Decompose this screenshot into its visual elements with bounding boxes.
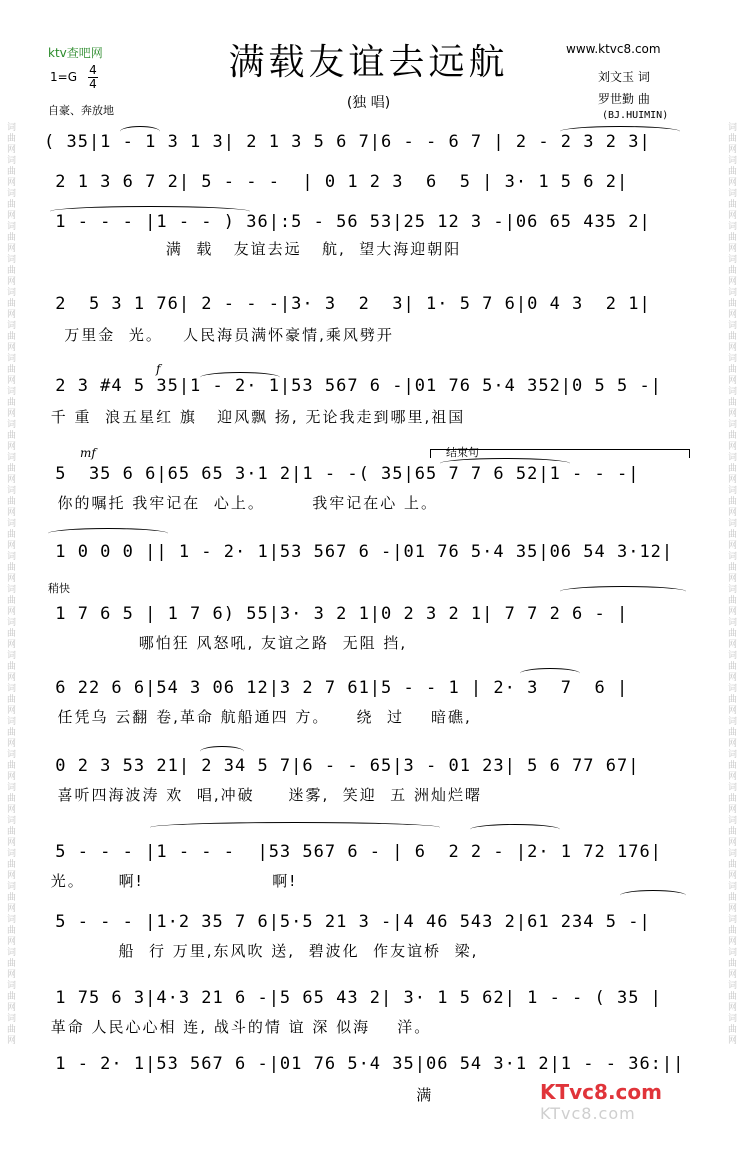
slur [48,528,168,539]
notation-line: ( 35|1 - 1 3 1 3| 2 1 3 5 6 7|6 - - 6 7 | 2 - 2 3 2 3| [44,132,651,152]
lyricist-credit: 刘文玉 词 [598,70,650,84]
notation-line: 5 - - - |1 - - - |53 567 6 - | 6 2 2 - |2· 1 72 176| [44,842,662,862]
lyrics-line: 任凭乌 云翻 卷,革命 航船通四 方。 绕 过 暗礁, [44,708,472,726]
lyrics-line: 革命 人民心心相 连, 战斗的情 谊 深 似海 洋。 [44,1018,432,1036]
lyrics-line: 你的嘱托 我牢记在 心上。 我牢记在心 上。 [44,494,438,512]
slur [560,126,680,137]
notation-line: 1 7 6 5 | 1 7 6) 55|3· 3 2 1|0 2 3 2 1| 7 7 2 6 - | [44,604,629,624]
composer-credit: 罗世勤 曲 [598,92,650,106]
ending-label: 结束句 [446,446,479,459]
edge-watermark-left: 词曲网词曲网词曲网词曲网词曲网词曲网词曲网词曲网词曲网词曲网词曲网词曲网词曲网词曲网词曲网词曲网词曲网词曲网词曲网词曲网词曲网词曲网词曲网词曲网词曲网词曲网词曲网词曲网 [5,122,15,1046]
slur [470,824,560,835]
forte-mark: f [156,362,161,376]
lyrics-line: 哪怕狂 风怒吼, 友谊之路 无阻 挡, [44,634,408,652]
lyrics-line: 船 行 万里,东风吹 送, 碧波化 作友谊桥 梁, [44,942,479,960]
lyrics-line: 光。 啊! 啊! [44,872,298,890]
notation-line: 2 1 3 6 7 2| 5 - - - | 0 1 2 3 6 5 | 3· 1 5 6 2| [44,172,629,192]
slur [50,206,250,217]
notation-line: 1 - 2· 1|53 567 6 -|01 76 5·4 35|06 54 3·1 2|1 - - 36:|| [44,1054,685,1074]
mezzo-forte-mark: mf [80,446,96,460]
notation-line: 1 - - - |1 - - ) 36|:5 - 56 53|25 12 3 -|06 65 435 2| [44,212,651,232]
notation-line: 0 2 3 53 21| 2 34 5 7|6 - - 65|3 - 01 23| 5 6 77 67| [44,756,640,776]
key-signature: 1=G [50,70,77,84]
notation-line: 6 22 6 6|54 3 06 12|3 2 7 61|5 - - 1 | 2· 3 7 6 | [44,678,629,698]
tempo-mark: 稍快 [48,582,70,595]
site-watermark: KTvc8.com [540,1080,662,1104]
site-logo-text: ktv查吧网 [48,46,103,60]
song-title: 满载友谊去远航 [228,42,509,83]
site-watermark-shadow: KTvc8.com [540,1104,636,1123]
notation-line: 5 35 6 6|65 65 3·1 2|1 - -( 35|65 7 7 6 52|1 - - -| [44,464,640,484]
notation-line: 5 - - - |1·2 35 7 6|5·5 21 3 -|4 46 543 2|61 234 5 -| [44,912,651,932]
meter-top: 4 [89,63,97,77]
song-subtitle: (独 唱) [346,95,391,111]
lyrics-line: 万里金 光。 人民海员满怀豪情,乘风劈开 [44,326,394,344]
slur [200,746,244,757]
slur [620,890,686,901]
slur [560,586,686,597]
lyrics-line: 喜听四海波涛 欢 唱,冲破 迷雾, 笑迎 五 洲灿烂曙 [44,786,483,804]
notation-line: 1 0 0 0 || 1 - 2· 1|53 567 6 -|01 76 5·4 35|06 54 3·12| [44,542,674,562]
slur [150,822,440,833]
lyrics-line: 千 重 浪五星红 旗 迎风飘 扬, 无论我走到哪里,祖国 [44,408,466,426]
transcriber-code: (BJ.HUIMIN) [602,110,669,121]
slur [520,668,580,679]
meter-bottom: 4 [89,77,97,91]
slur [200,372,280,383]
site-url: www.ktvc8.com [566,42,661,56]
expression-mark: 自豪、奔放地 [48,104,114,117]
edge-watermark-right: 词曲网词曲网词曲网词曲网词曲网词曲网词曲网词曲网词曲网词曲网词曲网词曲网词曲网词曲网词曲网词曲网词曲网词曲网词曲网词曲网词曲网词曲网词曲网词曲网词曲网词曲网词曲网词曲网 [726,122,736,1046]
slur [120,126,160,137]
lyrics-line: 满 载 友谊去远 航, 望大海迎朝阳 [44,240,462,258]
notation-line: 2 3 #4 5 35|1 - 2· 1|53 567 6 -|01 76 5·4 352|0 5 5 -| [44,376,662,396]
lyrics-line: 满 [44,1086,434,1104]
notation-line: 1 75 6 3|4·3 21 6 -|5 65 43 2| 3· 1 5 62| 1 - - ( 35 | [44,988,662,1008]
slur [440,458,570,469]
notation-line: 2 5 3 1 76| 2 - - -|3· 3 2 3| 1· 5 7 6|0 4 3 2 1| [44,294,651,314]
